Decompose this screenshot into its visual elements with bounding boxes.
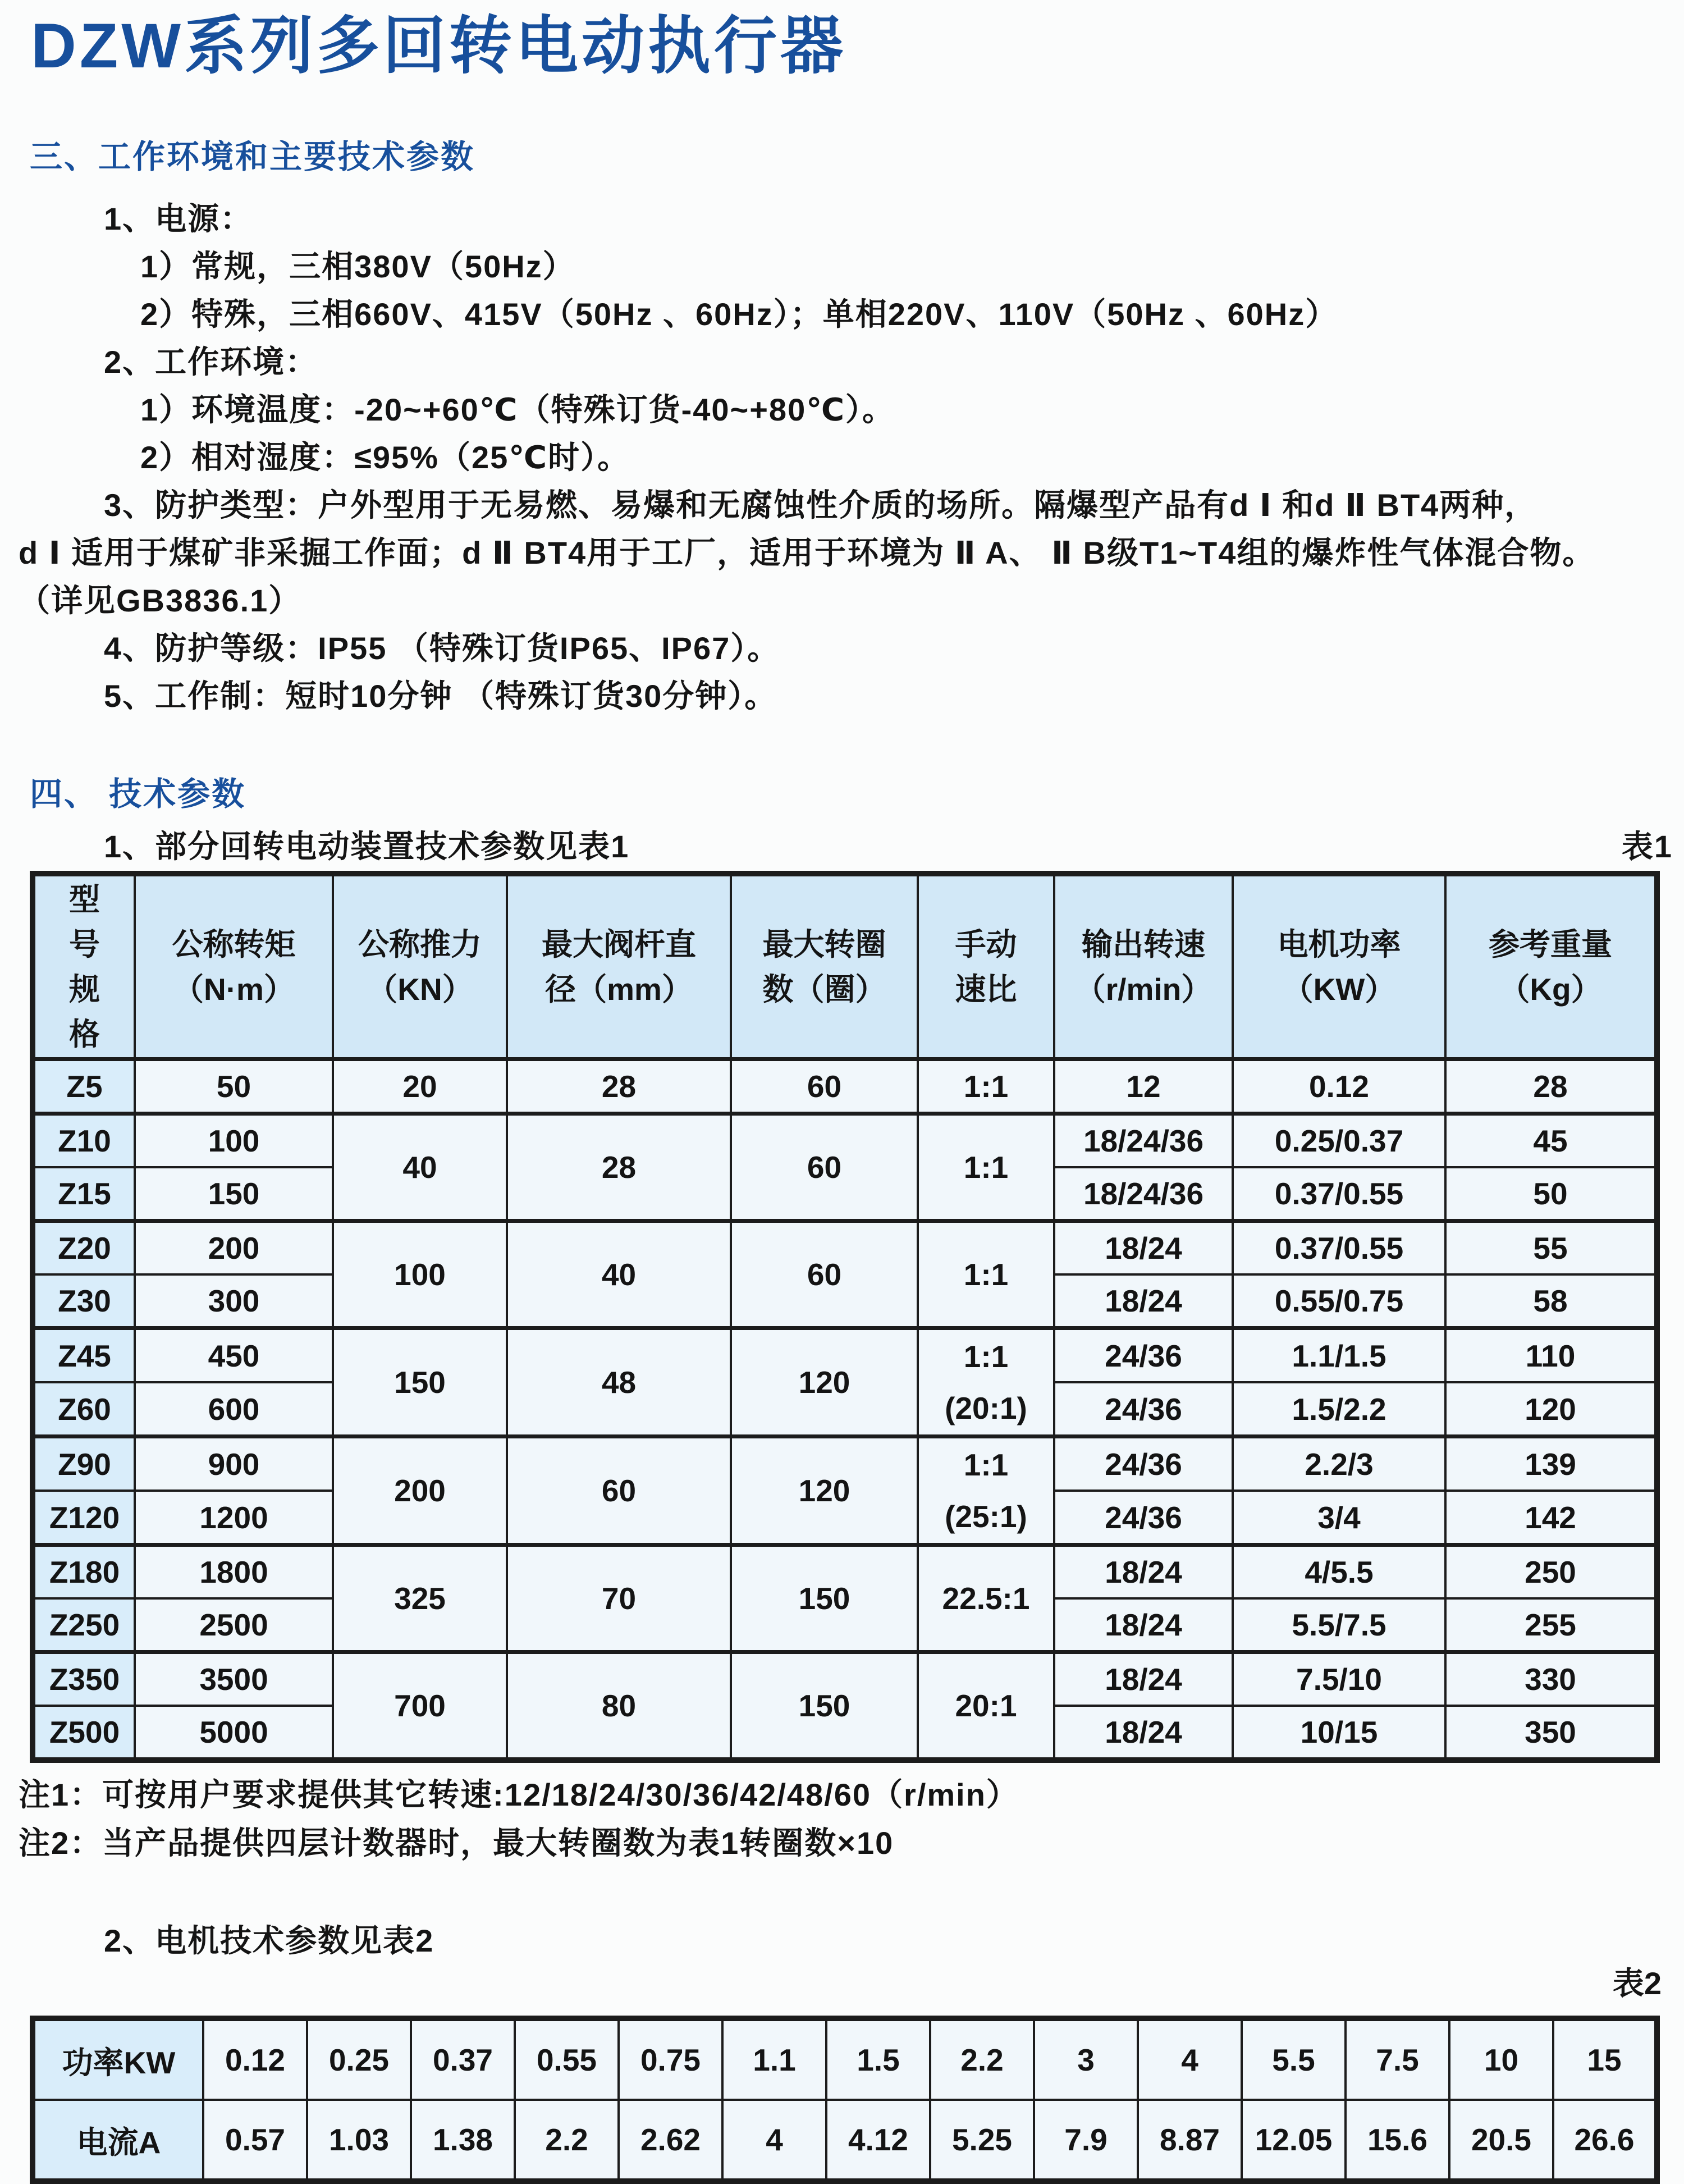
text-line-protection-type-1: 3、防护类型：户外型用于无易燃、易爆和无腐蚀性介质的场所。隔爆型产品有d Ⅰ 和d Ⅱ BT4两种，: [104, 487, 1537, 523]
cell-weight: 55: [1445, 1221, 1657, 1275]
cell-stem: 28: [507, 1059, 731, 1114]
col-header-max-turns: 最大转圈 数（圈）: [731, 874, 918, 1059]
cell-model: Z180: [33, 1545, 135, 1599]
cell-current-a: 1.03: [307, 2100, 411, 2181]
cell-power-kw: 0.12: [203, 2018, 307, 2100]
cell-turns: 60: [731, 1221, 918, 1328]
table2-motor-parameters: [30, 2016, 1660, 2184]
cell-speed: 18/24: [1054, 1706, 1233, 1760]
cell-power-kw: 3: [1034, 2018, 1138, 2100]
note-2: 注2：当产品提供四层计数器时，最大转圈数为表1转圈数×10: [19, 1825, 894, 1861]
cell-torque: 450: [135, 1328, 333, 1383]
cell-model: Z10: [33, 1114, 135, 1168]
cell-current-a: 2.62: [619, 2100, 722, 2181]
cell-weight: 250: [1445, 1545, 1657, 1599]
note-1: 注1：可按用户要求提供其它转速:12/18/24/30/36/42/48/60（r/min）: [19, 1777, 1019, 1813]
cell-power-kw: 1.5: [826, 2018, 930, 2100]
cell-power-kw: 2.2: [930, 2018, 1034, 2100]
cell-current-a: 15.6: [1346, 2100, 1449, 2181]
cell-weight: 28: [1445, 1059, 1657, 1114]
cell-stem: 28: [507, 1114, 731, 1221]
cell-weight: 142: [1445, 1491, 1657, 1545]
cell-torque: 1800: [135, 1545, 333, 1599]
cell-speed: 18/24/36: [1054, 1167, 1233, 1221]
cell-current-a: 1.38: [411, 2100, 515, 2181]
cell-power-kw: 7.5: [1346, 2018, 1449, 2100]
section-heading-technical-parameters: 四、 技术参数: [30, 776, 246, 813]
cell-torque: 2500: [135, 1598, 333, 1652]
cell-model: Z5: [33, 1059, 135, 1114]
cell-power: 7.5/10: [1233, 1652, 1445, 1706]
cell-ratio: 1:1 (20:1): [918, 1328, 1054, 1437]
cell-current-a: 12.05: [1242, 2100, 1346, 2181]
text-line-temperature: 1）环境温度：-20~+60℃（特殊订货-40~+80℃）。: [140, 392, 895, 428]
cell-weight: 120: [1445, 1382, 1657, 1437]
cell-weight: 139: [1445, 1437, 1657, 1491]
cell-stem: 48: [507, 1328, 731, 1437]
cell-turns: 120: [731, 1437, 918, 1545]
table1-row-z20: [33, 1221, 1657, 1275]
cell-current-a: 4.12: [826, 2100, 930, 2181]
text-line-power-special: 2）特殊，三相660V、415V（50Hz 、60Hz）；单相220V、110V（50Hz 、60Hz）: [140, 296, 1338, 332]
cell-turns: 120: [731, 1328, 918, 1437]
col-header-motor-power: 电机功率 （KW）: [1233, 874, 1445, 1059]
cell-ratio: 1:1: [918, 1059, 1054, 1114]
cell-torque: 900: [135, 1437, 333, 1491]
cell-power-kw: 0.25: [307, 2018, 411, 2100]
cell-current-a: 0.57: [203, 2100, 307, 2181]
cell-turns: 150: [731, 1652, 918, 1761]
cell-speed: 24/36: [1054, 1491, 1233, 1545]
cell-speed: 18/24: [1054, 1545, 1233, 1599]
text-line-power-supply: 1、电源：: [104, 201, 253, 237]
cell-current-a: 8.87: [1138, 2100, 1242, 2181]
table2-label: 表2: [1612, 1966, 1662, 2002]
cell-stem: 40: [507, 1221, 731, 1328]
row-header-power: 功率KW: [33, 2018, 203, 2100]
cell-current-a: 5.25: [930, 2100, 1034, 2181]
cell-ratio: 1:1: [918, 1221, 1054, 1328]
cell-model: Z60: [33, 1382, 135, 1437]
text-line-environment: 2、工作环境：: [104, 344, 318, 380]
cell-model: Z20: [33, 1221, 135, 1275]
cell-torque: 600: [135, 1382, 333, 1437]
cell-torque: 300: [135, 1274, 333, 1328]
cell-power: 3/4: [1233, 1491, 1445, 1545]
cell-ratio: 20:1: [918, 1652, 1054, 1761]
cell-power: 1.5/2.2: [1233, 1382, 1445, 1437]
cell-current-a: 4: [722, 2100, 826, 2181]
cell-current-a: 7.9: [1034, 2100, 1138, 2181]
col-header-manual-ratio: 手动 速比: [918, 874, 1054, 1059]
cell-power: 0.25/0.37: [1233, 1114, 1445, 1168]
cell-thrust: 150: [333, 1328, 507, 1437]
table1-caption: 1、部分回转电动装置技术参数见表1: [104, 829, 630, 865]
cell-weight: 45: [1445, 1114, 1657, 1168]
row-header-current: 电流A: [33, 2100, 203, 2181]
cell-power-kw: 10: [1449, 2018, 1553, 2100]
table1-row-z180: [33, 1545, 1657, 1599]
cell-ratio: 1:1: [918, 1114, 1054, 1221]
cell-speed: 18/24: [1054, 1274, 1233, 1328]
cell-turns: 60: [731, 1059, 918, 1114]
cell-torque: 3500: [135, 1652, 333, 1706]
col-header-model: 型号 规格: [33, 874, 135, 1059]
cell-speed: 24/36: [1054, 1328, 1233, 1383]
table1-header-row: [33, 874, 1657, 1059]
cell-model: Z500: [33, 1706, 135, 1760]
table1-notes: [0, 1771, 1684, 1867]
text-line-duty-cycle: 5、工作制：短时10分钟 （特殊订货30分钟）。: [104, 678, 777, 714]
cell-power: 10/15: [1233, 1706, 1445, 1760]
cell-stem: 80: [507, 1652, 731, 1761]
cell-weight: 350: [1445, 1706, 1657, 1760]
cell-thrust: 20: [333, 1059, 507, 1114]
cell-power: 5.5/7.5: [1233, 1598, 1445, 1652]
cell-speed: 18/24: [1054, 1221, 1233, 1275]
cell-thrust: 40: [333, 1114, 507, 1221]
table1-row-z45: [33, 1328, 1657, 1383]
table1-rotary-device-parameters: [30, 871, 1660, 1763]
cell-torque: 200: [135, 1221, 333, 1275]
cell-current-a: 2.2: [515, 2100, 619, 2181]
page-title: DZW系列多回转电动执行器: [31, 11, 847, 81]
cell-power: 4/5.5: [1233, 1545, 1445, 1599]
cell-torque: 100: [135, 1114, 333, 1168]
cell-weight: 330: [1445, 1652, 1657, 1706]
table2-current-row: [33, 2100, 1657, 2181]
cell-weight: 50: [1445, 1167, 1657, 1221]
cell-power: 0.37/0.55: [1233, 1167, 1445, 1221]
cell-power: 0.12: [1233, 1059, 1445, 1114]
working-environment-text: [0, 195, 1684, 720]
table2-caption: 2、电机技术参数见表2: [104, 1923, 434, 1959]
cell-turns: 150: [731, 1545, 918, 1652]
section-heading-working-environment: 三、工作环境和主要技术参数: [30, 138, 475, 175]
cell-power-kw: 1.1: [722, 2018, 826, 2100]
cell-thrust: 700: [333, 1652, 507, 1761]
cell-power: 2.2/3: [1233, 1437, 1445, 1491]
col-header-output-speed: 输出转速 （r/min）: [1054, 874, 1233, 1059]
text-line-power-normal: 1）常规，三相380V（50Hz）: [140, 249, 575, 285]
cell-power: 0.55/0.75: [1233, 1274, 1445, 1328]
cell-speed: 12: [1054, 1059, 1233, 1114]
cell-weight: 58: [1445, 1274, 1657, 1328]
table1-row-z90: [33, 1437, 1657, 1491]
col-header-stem-diameter: 最大阀杆直 径（mm）: [507, 874, 731, 1059]
table1-row-z5: [33, 1059, 1657, 1114]
text-line-humidity: 2）相对湿度：≤95%（25℃时）。: [140, 440, 630, 476]
cell-thrust: 100: [333, 1221, 507, 1328]
col-header-thrust: 公称推力 （KN）: [333, 874, 507, 1059]
cell-stem: 60: [507, 1437, 731, 1545]
cell-speed: 18/24: [1054, 1652, 1233, 1706]
cell-torque: 1200: [135, 1491, 333, 1545]
cell-speed: 18/24: [1054, 1598, 1233, 1652]
table1-label: 表1: [1621, 829, 1673, 865]
table1-caption-row: [104, 828, 1673, 865]
cell-model: Z250: [33, 1598, 135, 1652]
table1-row-z350: [33, 1652, 1657, 1706]
cell-model: Z350: [33, 1652, 135, 1706]
cell-weight: 110: [1445, 1328, 1657, 1383]
cell-current-a: 20.5: [1449, 2100, 1553, 2181]
cell-stem: 70: [507, 1545, 731, 1652]
cell-model: Z120: [33, 1491, 135, 1545]
text-line-protection-grade: 4、防护等级：IP55 （特殊订货IP65、IP67）。: [104, 630, 780, 666]
col-header-torque: 公称转矩 （N·m）: [135, 874, 333, 1059]
cell-turns: 60: [731, 1114, 918, 1221]
cell-model: Z45: [33, 1328, 135, 1383]
cell-model: Z30: [33, 1274, 135, 1328]
cell-thrust: 325: [333, 1545, 507, 1652]
cell-weight: 255: [1445, 1598, 1657, 1652]
col-header-weight: 参考重量 （Kg）: [1445, 874, 1657, 1059]
cell-power-kw: 0.55: [515, 2018, 619, 2100]
cell-power-kw: 15: [1553, 2018, 1657, 2100]
document-page: [0, 10, 1684, 2184]
text-line-protection-type-2: d Ⅰ 适用于煤矿非采掘工作面；d Ⅱ BT4用于工厂，适用于环境为 Ⅱ A、 Ⅱ B级T1~T4组的爆炸性气体混合物。: [19, 535, 1595, 571]
cell-power-kw: 4: [1138, 2018, 1242, 2100]
cell-ratio: 1:1 (25:1): [918, 1437, 1054, 1545]
cell-power-kw: 5.5: [1242, 2018, 1346, 2100]
cell-power-kw: 0.37: [411, 2018, 515, 2100]
cell-thrust: 200: [333, 1437, 507, 1545]
cell-power-kw: 0.75: [619, 2018, 722, 2100]
cell-model: Z90: [33, 1437, 135, 1491]
cell-power: 1.1/1.5: [1233, 1328, 1445, 1383]
cell-speed: 24/36: [1054, 1437, 1233, 1491]
text-line-protection-type-3: （详见GB3836.1）: [19, 583, 301, 619]
cell-ratio: 22.5:1: [918, 1545, 1054, 1652]
table1-row-z10: [33, 1114, 1657, 1168]
cell-torque: 5000: [135, 1706, 333, 1760]
cell-speed: 24/36: [1054, 1382, 1233, 1437]
cell-model: Z15: [33, 1167, 135, 1221]
cell-power: 0.37/0.55: [1233, 1221, 1445, 1275]
cell-torque: 50: [135, 1059, 333, 1114]
cell-current-a: 26.6: [1553, 2100, 1657, 2181]
cell-speed: 18/24/36: [1054, 1114, 1233, 1168]
table2-power-row: [33, 2018, 1657, 2100]
cell-torque: 150: [135, 1167, 333, 1221]
